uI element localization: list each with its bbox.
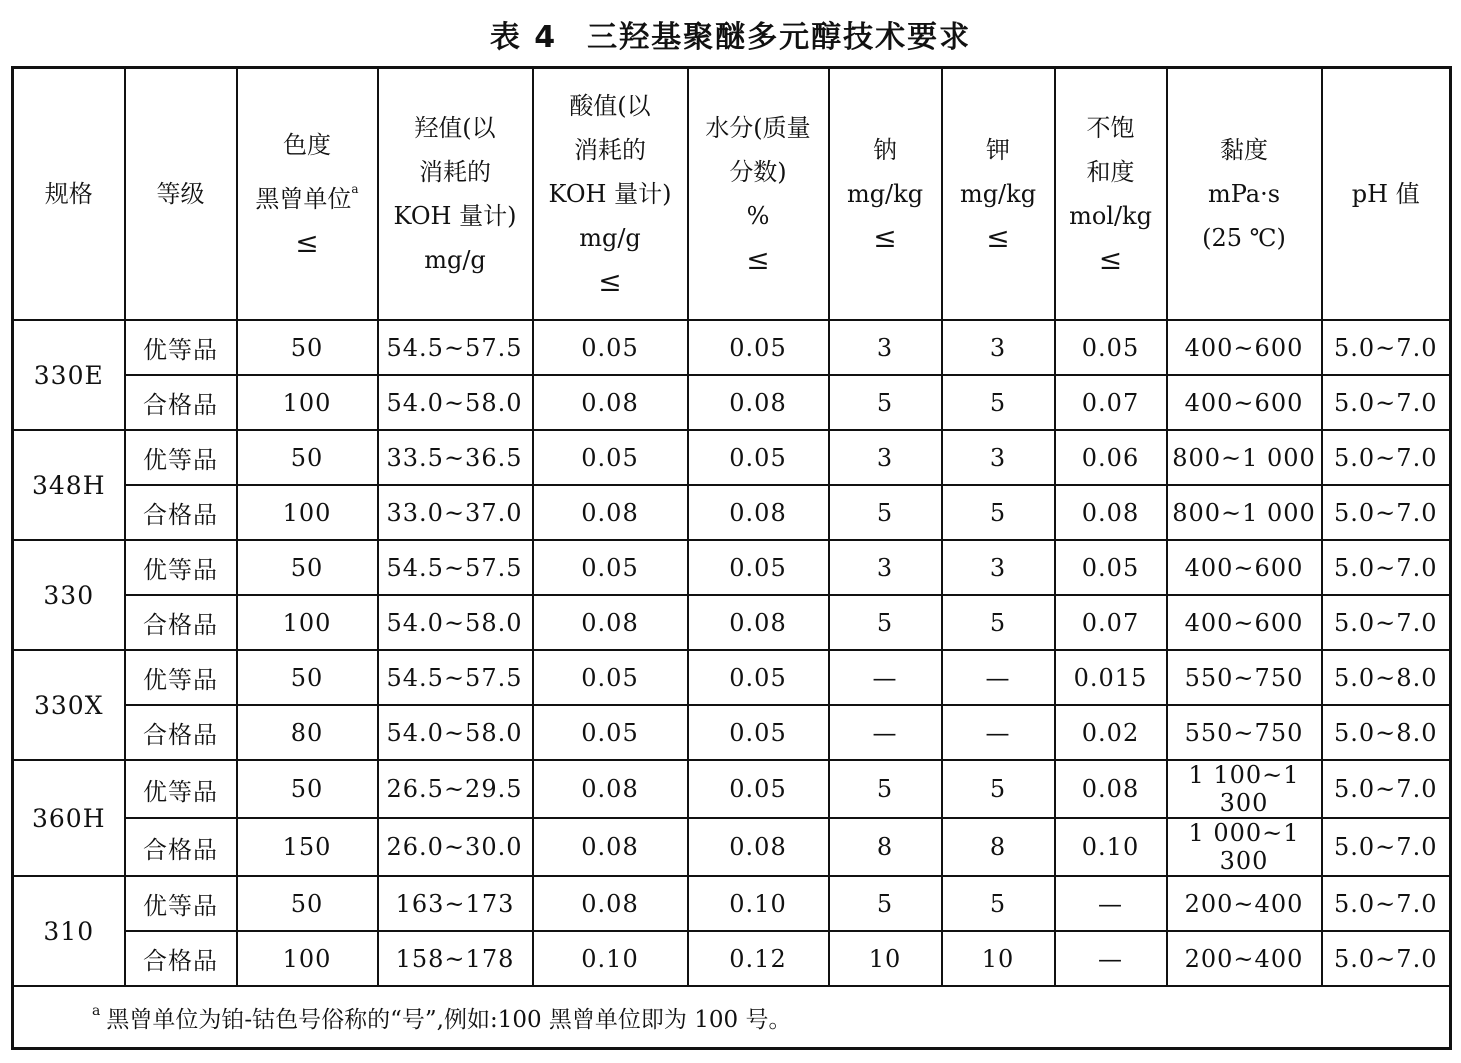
grade-cell: 合格品 bbox=[125, 818, 237, 876]
value-cell: 54.5~57.5 bbox=[378, 320, 533, 375]
value-cell: — bbox=[829, 650, 942, 705]
grade-cell: 合格品 bbox=[125, 485, 237, 540]
value-cell: 5.0~7.0 bbox=[1322, 876, 1451, 931]
value-cell: 0.08 bbox=[533, 760, 688, 818]
header-text: KOH 量计) bbox=[548, 180, 672, 208]
column-header-potassium bbox=[942, 68, 1055, 321]
grade-cell: 优等品 bbox=[125, 650, 237, 705]
table-row bbox=[13, 760, 1451, 818]
header-text: 钾 bbox=[986, 136, 1010, 164]
value-cell: 26.0~30.0 bbox=[378, 818, 533, 876]
column-header-grade bbox=[125, 68, 237, 321]
value-cell: 54.0~58.0 bbox=[378, 375, 533, 430]
value-cell: 3 bbox=[829, 430, 942, 485]
value-cell: 0.08 bbox=[533, 485, 688, 540]
column-header-water bbox=[688, 68, 829, 321]
value-cell: 0.05 bbox=[1055, 320, 1167, 375]
table-row bbox=[13, 430, 1451, 485]
value-cell: 0.08 bbox=[533, 818, 688, 876]
grade-cell: 优等品 bbox=[125, 430, 237, 485]
value-cell: 5 bbox=[942, 375, 1055, 430]
value-cell: 5.0~7.0 bbox=[1322, 931, 1451, 986]
header-text: pH 值 bbox=[1351, 180, 1420, 208]
value-cell: 54.5~57.5 bbox=[378, 650, 533, 705]
value-cell: 5 bbox=[829, 876, 942, 931]
spec-cell: 330 bbox=[13, 540, 125, 650]
table-row bbox=[13, 650, 1451, 705]
header-text: 等级 bbox=[156, 180, 205, 208]
value-cell: 5 bbox=[942, 876, 1055, 931]
header-text: 规格 bbox=[44, 180, 93, 208]
header-line bbox=[689, 106, 828, 150]
value-cell: 200~400 bbox=[1167, 876, 1322, 931]
value-cell: 0.05 bbox=[533, 430, 688, 485]
spec-cell: 330X bbox=[13, 650, 125, 760]
value-cell: 3 bbox=[942, 430, 1055, 485]
value-cell: 0.08 bbox=[533, 375, 688, 430]
header-text: (25 ℃) bbox=[1202, 224, 1286, 252]
value-cell: 5 bbox=[829, 595, 942, 650]
footnote-ref: a bbox=[351, 182, 359, 196]
value-cell: 5 bbox=[829, 485, 942, 540]
header-line bbox=[1168, 172, 1321, 216]
value-cell: 0.05 bbox=[688, 320, 829, 375]
value-cell: 5.0~7.0 bbox=[1322, 818, 1451, 876]
value-cell: 10 bbox=[829, 931, 942, 986]
table-caption: 三羟基聚醚多元醇技术要求 bbox=[587, 20, 972, 55]
value-cell: 0.10 bbox=[533, 931, 688, 986]
value-cell: 1 000~1 300 bbox=[1167, 818, 1322, 876]
spec-cell: 330E bbox=[13, 320, 125, 430]
column-header-spec bbox=[13, 68, 125, 321]
value-cell: 100 bbox=[237, 595, 378, 650]
header-line bbox=[830, 172, 941, 216]
spec-cell: 360H bbox=[13, 760, 125, 876]
table-row bbox=[13, 595, 1451, 650]
value-cell: 100 bbox=[237, 485, 378, 540]
value-cell: 5 bbox=[942, 485, 1055, 540]
value-cell: 54.0~58.0 bbox=[378, 595, 533, 650]
table-row bbox=[13, 705, 1451, 760]
value-cell: — bbox=[1055, 931, 1167, 986]
header-line bbox=[534, 172, 687, 216]
header-row bbox=[13, 68, 1451, 321]
le-symbol: ≤ bbox=[986, 221, 1010, 254]
table-footer bbox=[13, 986, 1451, 1049]
header-text: mg/kg bbox=[959, 180, 1037, 208]
value-cell: 5 bbox=[829, 760, 942, 818]
value-cell: 0.08 bbox=[533, 595, 688, 650]
value-cell: 800~1 000 bbox=[1167, 485, 1322, 540]
column-header-acid-value bbox=[533, 68, 688, 321]
value-cell: 5 bbox=[942, 760, 1055, 818]
header-text: 分数) bbox=[729, 158, 787, 186]
header-line bbox=[1323, 172, 1450, 216]
header-line bbox=[126, 172, 236, 216]
header-line bbox=[1056, 194, 1166, 238]
value-cell: 33.0~37.0 bbox=[378, 485, 533, 540]
header-text: 消耗的 bbox=[419, 158, 491, 186]
header-line bbox=[534, 216, 687, 260]
header-text: mg/kg bbox=[846, 180, 924, 208]
value-cell: 0.05 bbox=[688, 760, 829, 818]
value-cell: 8 bbox=[942, 818, 1055, 876]
value-cell: 550~750 bbox=[1167, 650, 1322, 705]
header-line bbox=[943, 172, 1054, 216]
table-body bbox=[13, 320, 1451, 986]
header-line bbox=[689, 194, 828, 238]
header-line bbox=[14, 172, 124, 216]
header-text: 羟值(以 bbox=[414, 114, 496, 142]
value-cell: 800~1 000 bbox=[1167, 430, 1322, 485]
value-cell: 5 bbox=[829, 375, 942, 430]
value-cell: 50 bbox=[237, 650, 378, 705]
value-cell: 0.10 bbox=[1055, 818, 1167, 876]
footnote-marker: a bbox=[92, 1002, 101, 1019]
table-row bbox=[13, 540, 1451, 595]
value-cell: 50 bbox=[237, 540, 378, 595]
header-text: 黑曾单位 bbox=[255, 185, 352, 213]
header-line bbox=[689, 150, 828, 194]
value-cell: 0.015 bbox=[1055, 650, 1167, 705]
value-cell: 5.0~8.0 bbox=[1322, 705, 1451, 760]
le-symbol: ≤ bbox=[873, 221, 897, 254]
value-cell: 0.08 bbox=[688, 595, 829, 650]
value-cell: 400~600 bbox=[1167, 320, 1322, 375]
spec-cell: 348H bbox=[13, 430, 125, 540]
value-cell: 33.5~36.5 bbox=[378, 430, 533, 485]
header-text: 钠 bbox=[873, 136, 897, 164]
value-cell: 0.10 bbox=[688, 876, 829, 931]
grade-cell: 合格品 bbox=[125, 375, 237, 430]
value-cell: 54.5~57.5 bbox=[378, 540, 533, 595]
value-cell: 5.0~7.0 bbox=[1322, 485, 1451, 540]
value-cell: 5.0~7.0 bbox=[1322, 595, 1451, 650]
header-line bbox=[379, 150, 532, 194]
value-cell: 100 bbox=[237, 375, 378, 430]
le-symbol: ≤ bbox=[295, 226, 319, 259]
table-header bbox=[13, 68, 1451, 321]
column-header-viscosity bbox=[1167, 68, 1322, 321]
table-title bbox=[0, 12, 1461, 55]
value-cell: 0.05 bbox=[688, 430, 829, 485]
value-cell: 3 bbox=[942, 320, 1055, 375]
value-cell: 400~600 bbox=[1167, 375, 1322, 430]
header-line bbox=[379, 194, 532, 238]
column-header-ph bbox=[1322, 68, 1451, 321]
header-text: mg/g bbox=[579, 224, 641, 252]
value-cell: — bbox=[942, 705, 1055, 760]
header-line bbox=[943, 128, 1054, 172]
value-cell: 3 bbox=[829, 320, 942, 375]
value-cell: 0.05 bbox=[1055, 540, 1167, 595]
value-cell: 0.08 bbox=[533, 876, 688, 931]
value-cell: 8 bbox=[829, 818, 942, 876]
header-text: 消耗的 bbox=[574, 136, 646, 164]
value-cell: 0.05 bbox=[688, 705, 829, 760]
table-row bbox=[13, 931, 1451, 986]
value-cell: 400~600 bbox=[1167, 540, 1322, 595]
grade-cell: 合格品 bbox=[125, 931, 237, 986]
footnote-text: 黑曾单位为铂-钴色号俗称的“号”,例如:100 黑曾单位即为 100 号。 bbox=[106, 1006, 792, 1033]
grade-cell: 优等品 bbox=[125, 876, 237, 931]
value-cell: 400~600 bbox=[1167, 595, 1322, 650]
header-text: mol/kg bbox=[1069, 202, 1152, 230]
value-cell: 0.08 bbox=[1055, 485, 1167, 540]
value-cell: 163~173 bbox=[378, 876, 533, 931]
table-row bbox=[13, 876, 1451, 931]
value-cell: 0.08 bbox=[1055, 760, 1167, 818]
table-row bbox=[13, 320, 1451, 375]
value-cell: 0.07 bbox=[1055, 595, 1167, 650]
header-text: mg/g bbox=[424, 246, 486, 274]
header-line bbox=[830, 128, 941, 172]
le-symbol: ≤ bbox=[746, 243, 770, 276]
column-header-unsaturation bbox=[1055, 68, 1167, 321]
value-cell: 0.08 bbox=[688, 485, 829, 540]
value-cell: 5.0~7.0 bbox=[1322, 430, 1451, 485]
spec-cell: 310 bbox=[13, 876, 125, 986]
header-text: 酸值(以 bbox=[569, 92, 651, 120]
header-line bbox=[379, 238, 532, 282]
header-text: 水分(质量 bbox=[705, 114, 811, 142]
value-cell: 0.05 bbox=[533, 705, 688, 760]
value-cell: 550~750 bbox=[1167, 705, 1322, 760]
grade-cell: 合格品 bbox=[125, 705, 237, 760]
value-cell: 5.0~7.0 bbox=[1322, 320, 1451, 375]
header-text: 色度 bbox=[283, 131, 331, 159]
value-cell: 3 bbox=[829, 540, 942, 595]
value-cell: 50 bbox=[237, 876, 378, 931]
spec-table bbox=[11, 66, 1452, 1050]
value-cell: 0.05 bbox=[533, 650, 688, 705]
value-cell: 50 bbox=[237, 430, 378, 485]
value-cell: 200~400 bbox=[1167, 931, 1322, 986]
le-symbol: ≤ bbox=[598, 265, 622, 298]
header-line bbox=[1056, 150, 1166, 194]
header-line bbox=[1056, 106, 1166, 150]
value-cell: 80 bbox=[237, 705, 378, 760]
header-text: mPa·s bbox=[1207, 180, 1281, 208]
header-line bbox=[238, 167, 377, 221]
value-cell: — bbox=[829, 705, 942, 760]
header-line bbox=[534, 84, 687, 128]
value-cell: 0.02 bbox=[1055, 705, 1167, 760]
value-cell: — bbox=[1055, 876, 1167, 931]
value-cell: 3 bbox=[942, 540, 1055, 595]
grade-cell: 优等品 bbox=[125, 540, 237, 595]
table-row bbox=[13, 375, 1451, 430]
column-header-hydroxyl-value bbox=[378, 68, 533, 321]
value-cell: 0.07 bbox=[1055, 375, 1167, 430]
footnote bbox=[13, 986, 1451, 1049]
value-cell: 0.05 bbox=[533, 540, 688, 595]
value-cell: 0.08 bbox=[688, 375, 829, 430]
value-cell: 1 100~1 300 bbox=[1167, 760, 1322, 818]
le-symbol: ≤ bbox=[1098, 243, 1123, 276]
grade-cell: 优等品 bbox=[125, 320, 237, 375]
value-cell: 5 bbox=[942, 595, 1055, 650]
header-line bbox=[534, 128, 687, 172]
header-text: KOH 量计) bbox=[393, 202, 517, 230]
value-cell: 5.0~8.0 bbox=[1322, 650, 1451, 705]
table-number: 表 4 bbox=[489, 20, 558, 55]
grade-cell: 优等品 bbox=[125, 760, 237, 818]
value-cell: 0.05 bbox=[688, 650, 829, 705]
value-cell: 0.06 bbox=[1055, 430, 1167, 485]
value-cell: 0.05 bbox=[688, 540, 829, 595]
value-cell: 5.0~7.0 bbox=[1322, 540, 1451, 595]
value-cell: 26.5~29.5 bbox=[378, 760, 533, 818]
value-cell: 10 bbox=[942, 931, 1055, 986]
grade-cell: 合格品 bbox=[125, 595, 237, 650]
value-cell: 150 bbox=[237, 818, 378, 876]
header-text: % bbox=[746, 202, 770, 230]
header-line bbox=[379, 106, 532, 150]
header-line bbox=[238, 123, 377, 167]
header-text: 黏度 bbox=[1220, 136, 1268, 164]
value-cell: 5.0~7.0 bbox=[1322, 375, 1451, 430]
value-cell: 0.12 bbox=[688, 931, 829, 986]
value-cell: — bbox=[942, 650, 1055, 705]
table-row bbox=[13, 485, 1451, 540]
column-header-color bbox=[237, 68, 378, 321]
header-line bbox=[1168, 128, 1321, 172]
value-cell: 5.0~7.0 bbox=[1322, 760, 1451, 818]
value-cell: 158~178 bbox=[378, 931, 533, 986]
value-cell: 54.0~58.0 bbox=[378, 705, 533, 760]
value-cell: 100 bbox=[237, 931, 378, 986]
value-cell: 0.05 bbox=[533, 320, 688, 375]
header-text: 不饱 bbox=[1086, 114, 1135, 142]
value-cell: 50 bbox=[237, 760, 378, 818]
value-cell: 0.08 bbox=[688, 818, 829, 876]
header-text: 和度 bbox=[1086, 158, 1135, 186]
table-row bbox=[13, 818, 1451, 876]
header-line bbox=[1168, 216, 1321, 260]
column-header-sodium bbox=[829, 68, 942, 321]
value-cell: 50 bbox=[237, 320, 378, 375]
